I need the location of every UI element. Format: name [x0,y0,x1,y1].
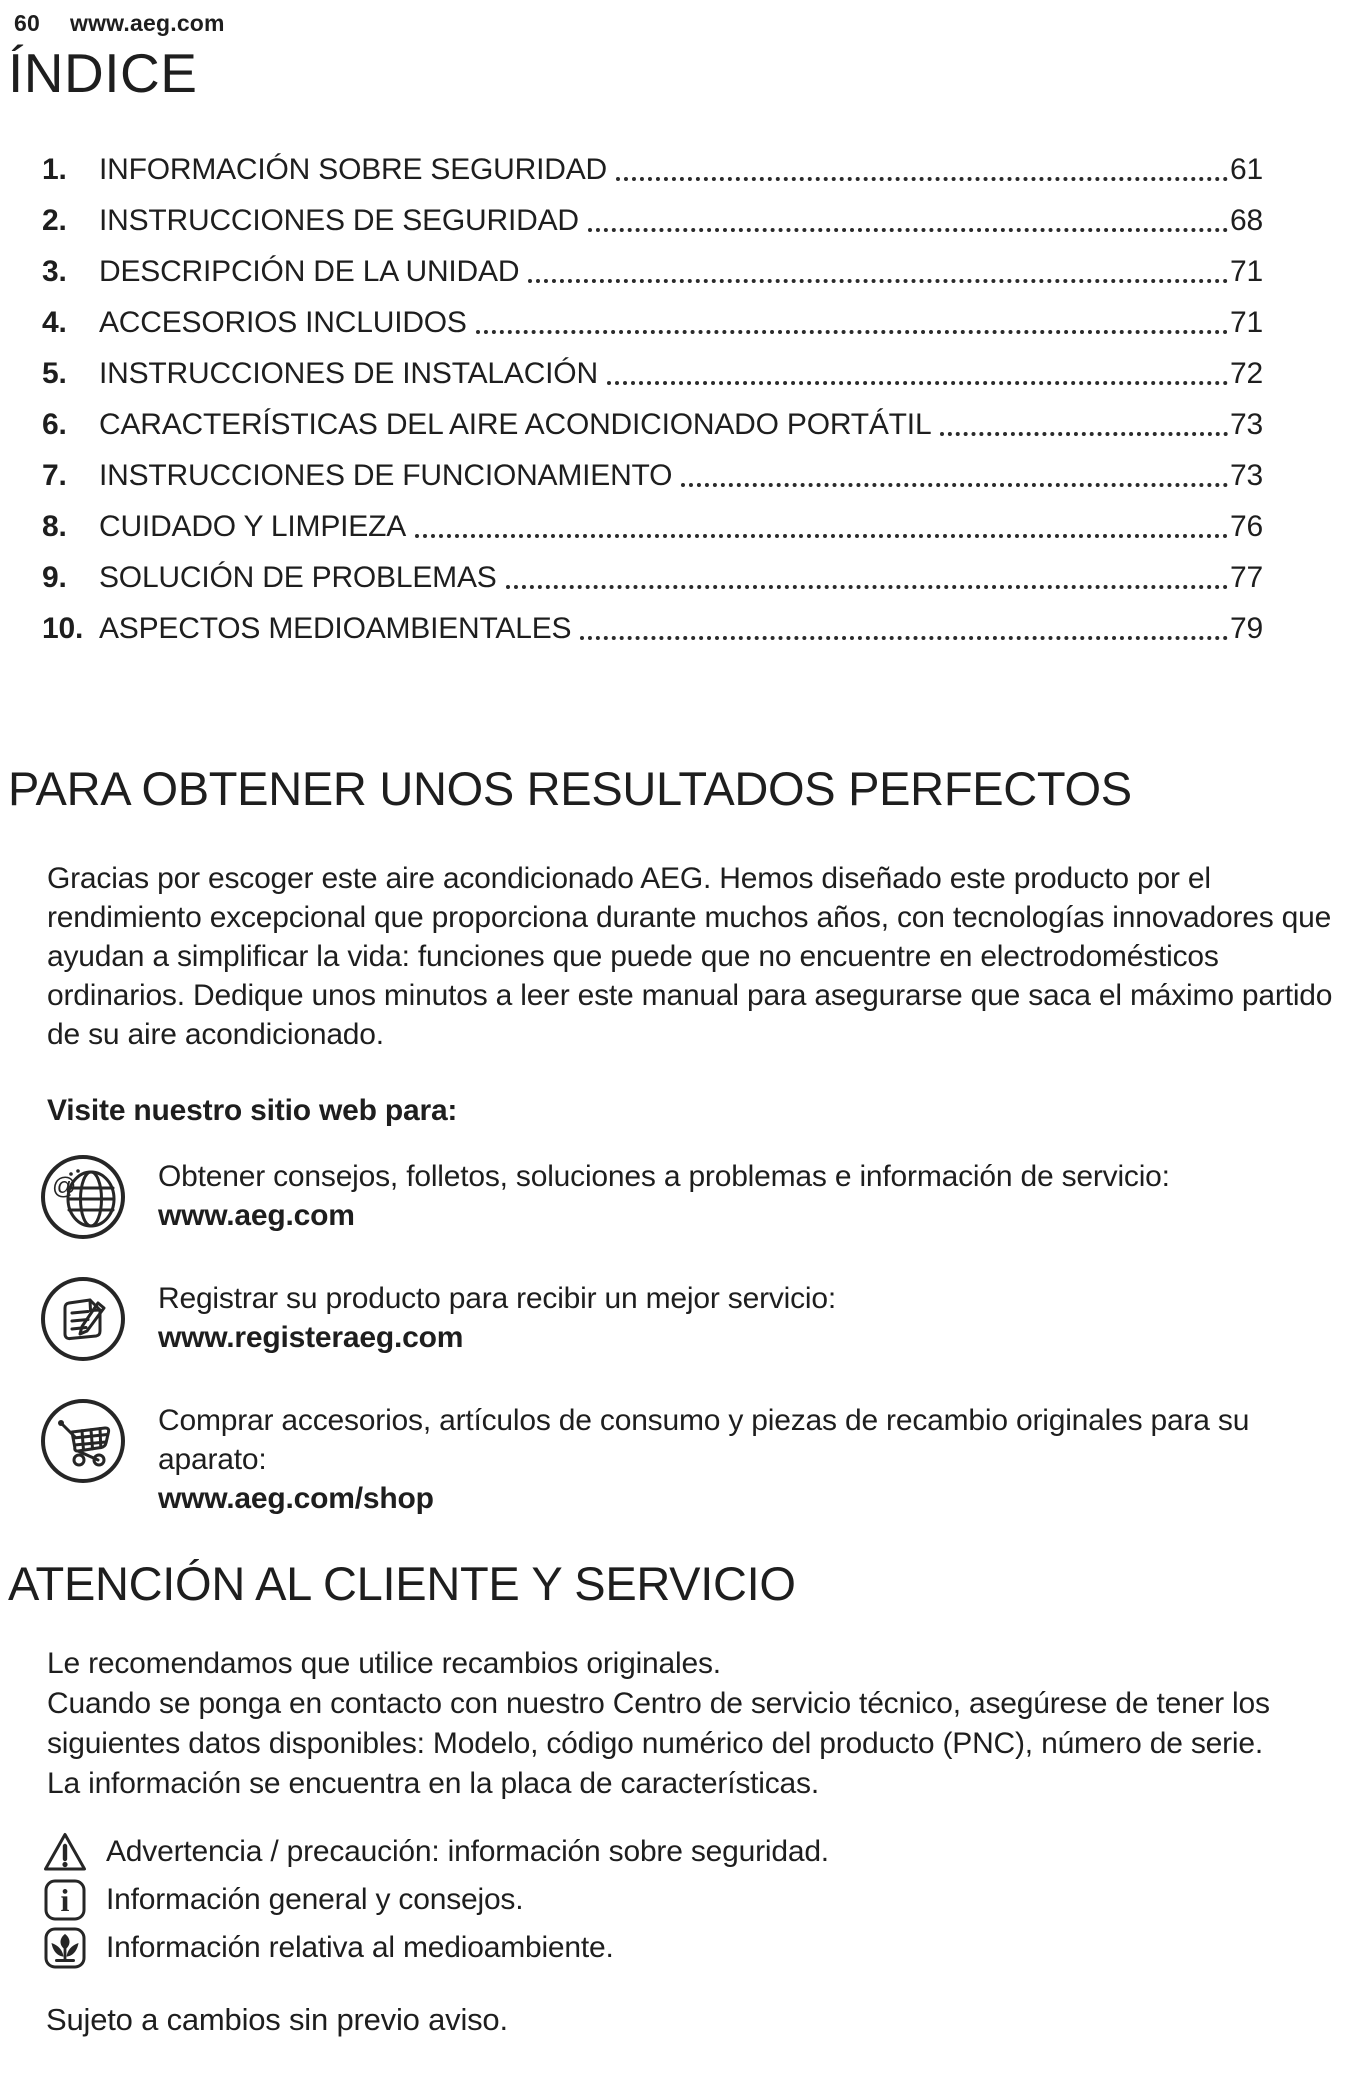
toc-item-page: 77 [1230,561,1263,594]
benefit-texts [158,1274,836,1364]
benefit-row-register [0,1274,1359,1364]
benefit-description: Comprar accesorios, artículos de consumo y piezas de recambio originales para su aparato: [158,1404,1250,1476]
benefit-url: www.registeraeg.com [158,1321,464,1354]
benefit-url: www.aeg.com [158,1199,355,1232]
toc-dot-leader [588,228,1228,232]
toc-item-label: INSTRUCCIONES DE FUNCIONAMIENTO [99,459,673,492]
note-text: Información general y consejos. [106,1883,524,1916]
globe-at-icon [38,1152,128,1242]
toc-row [42,355,1263,392]
toc-dot-leader [415,534,1228,538]
toc-row [42,151,1263,188]
benefit-row-service-info [0,1152,1359,1242]
toc-item-number: 6. [42,408,67,441]
note-text: Advertencia / precaución: información sobre seguridad. [106,1835,829,1868]
benefit-texts [158,1396,1353,1518]
toc-item-page: 71 [1230,306,1263,339]
legend-notes [0,1830,1359,1970]
benefit-description: Registrar su producto para recibir un mejor servicio: [158,1282,837,1315]
svg-text:@: @ [52,1173,77,1200]
toc-row [42,202,1263,239]
toc-dot-leader [580,636,1228,640]
toc-item-page: 79 [1230,612,1263,645]
toc-dot-leader [476,330,1228,334]
shopping-cart-icon [38,1396,128,1486]
index-title: ÍNDICE [8,42,198,104]
benefit-description: Obtener consejos, folletos, soluciones a problemas e información de servicio: [158,1160,1170,1193]
toc-item-label: ASPECTOS MEDIOAMBIENTALES [99,612,572,645]
service-section-title: ATENCIÓN AL CLIENTE Y SERVICIO [8,1557,796,1610]
toc-item-number: 1. [42,153,67,186]
table-of-contents [42,151,1263,647]
toc-dot-leader [528,279,1228,283]
toc-item-page: 76 [1230,510,1263,543]
toc-row [42,406,1263,443]
toc-dot-leader [616,177,1228,181]
toc-item-number: 5. [42,357,67,390]
toc-item-number: 3. [42,255,67,288]
toc-item-page: 68 [1230,204,1263,237]
toc-row [42,508,1263,545]
toc-dot-leader [506,585,1228,589]
toc-item-label: DESCRIPCIÓN DE LA UNIDAD [99,255,520,288]
register-note-icon [38,1274,128,1364]
toc-item-page: 73 [1230,459,1263,492]
service-paragraph: Cuando se ponga en contacto con nuestro Centro de servicio técnico, asegúrese de tener los siguientes datos disponibles: Modelo, código numérico del producto (PNC), número de serie. [47,1687,1270,1760]
toc-row [42,457,1263,494]
toc-item-label: INSTRUCCIONES DE SEGURIDAD [99,204,579,237]
toc-row [42,559,1263,596]
toc-item-number: 10. [42,612,84,645]
benefit-url: www.aeg.com/shop [158,1482,434,1515]
info-icon [42,1878,88,1922]
subject-to-change-note: Sujeto a cambios sin previo aviso. [46,2002,508,2037]
service-text [47,1644,1343,1804]
warning-triangle-icon [42,1830,88,1874]
toc-item-label: CUIDADO Y LIMPIEZA [99,510,407,543]
toc-dot-leader [607,381,1228,385]
toc-row [42,253,1263,290]
toc-dot-leader [940,432,1228,436]
note-text: Información relativa al medioambiente. [106,1931,614,1964]
toc-item-number: 9. [42,561,67,594]
website-benefits-list [0,1152,1359,1518]
toc-item-label: INSTRUCCIONES DE INSTALACIÓN [99,357,598,390]
note-row-info [0,1878,1359,1922]
toc-item-label: CARACTERÍSTICAS DEL AIRE ACONDICIONADO PORTÁTIL [99,408,932,441]
toc-item-label: INFORMACIÓN SOBRE SEGURIDAD [99,153,607,186]
page-number: 60 [14,10,40,36]
page-header [0,0,1359,37]
note-row-warning [0,1830,1359,1874]
benefit-row-shop [0,1396,1359,1518]
toc-dot-leader [681,483,1228,487]
toc-item-label: SOLUCIÓN DE PROBLEMAS [99,561,497,594]
toc-item-number: 2. [42,204,67,237]
results-section-title: PARA OBTENER UNOS RESULTADOS PERFECTOS [8,762,1132,815]
toc-item-page: 72 [1230,357,1263,390]
intro-paragraph: Gracias por escoger este aire acondicionado AEG. Hemos diseñado este producto por el rendimiento excepcional que proporciona durante muchos años, con tecnologías innovadores que ayudan a simplificar la vida: funciones que puede que no encuentre en electrodomésticos ordinarios. Dedique unos minutos a leer este manual para asegurarse que saca el máximo partido de su aire acondicionado. [47,862,1333,1051]
toc-row [42,304,1263,341]
service-paragraph: Le recomendamos que utilice recambios originales. [47,1647,721,1680]
toc-row [42,610,1263,647]
toc-item-page: 61 [1230,153,1263,186]
service-paragraph: La información se encuentra en la placa de características. [47,1767,819,1800]
toc-item-page: 71 [1230,255,1263,288]
svg-text:i: i [60,1882,70,1918]
benefit-texts [158,1152,1170,1242]
toc-item-label: ACCESORIOS INCLUIDOS [99,306,467,339]
header-site-url: www.aeg.com [69,10,225,36]
environment-icon [42,1926,88,1970]
toc-item-number: 8. [42,510,67,543]
toc-item-number: 7. [42,459,67,492]
visit-website-heading: Visite nuestro sitio web para: [47,1094,458,1127]
note-row-environment [0,1926,1359,1970]
toc-item-number: 4. [42,306,67,339]
toc-item-page: 73 [1230,408,1263,441]
